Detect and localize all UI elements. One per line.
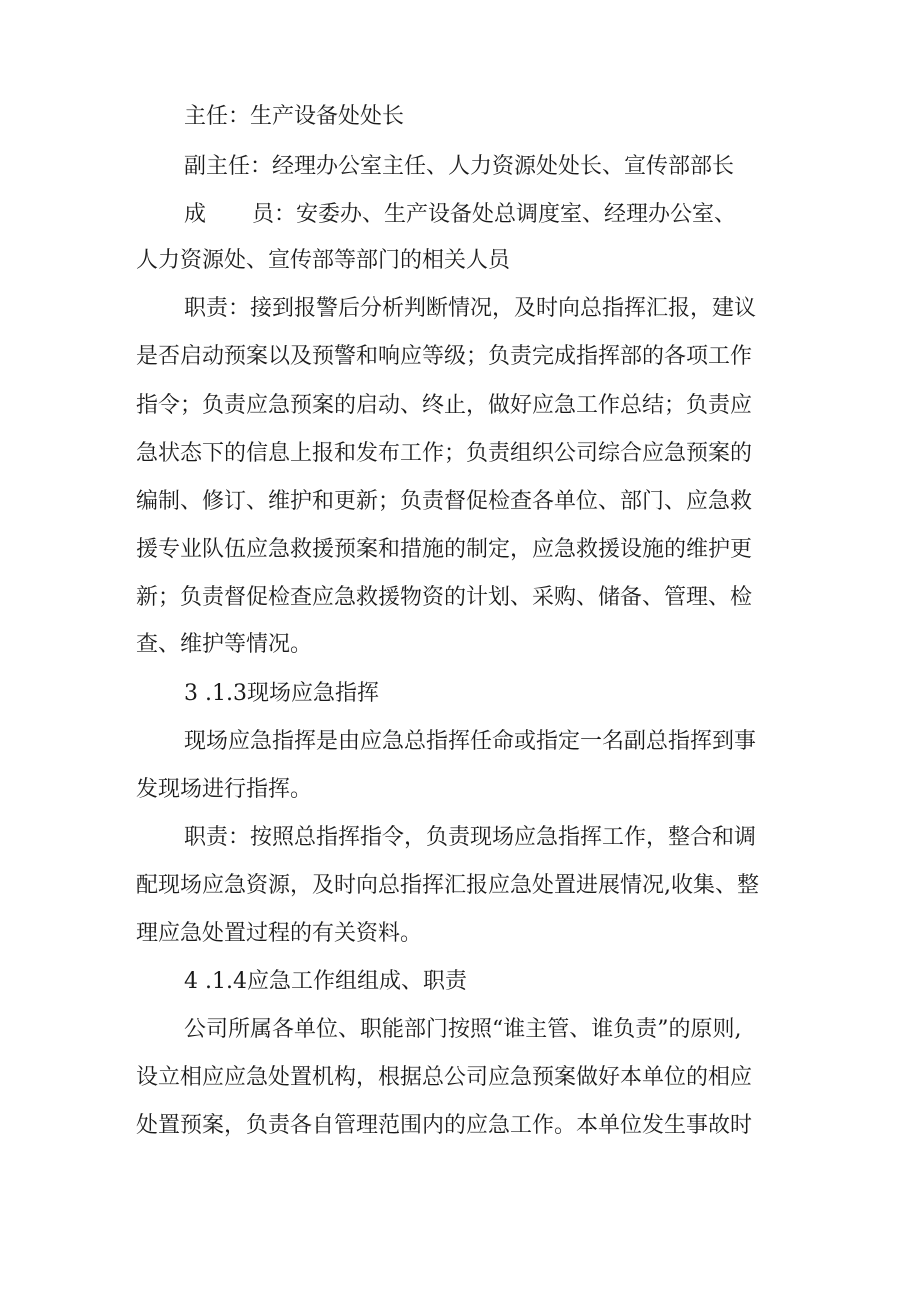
members-label-part2: 员：安委办、生产设备处总调度室、经理办公室、 [252,202,737,227]
deputy-director-line: 副主任：经理办公室主任、人力资源处处长、宣传部部长 [184,154,735,179]
workgroup-line-2: 设立相应应急处置机构，根据总公司应急预案做好本单位的相应 [136,1065,753,1090]
duties-line-7: 新；负责督促检查应急救援物资的计划、采购、储备、管理、检 [136,585,753,610]
paragraph-line: 人力资源处、宣传部等部门的相关人员 [136,248,511,273]
members-label-part1: 成 [184,202,207,227]
onsite-duties-line-2: 配现场应急资源，及时向总指挥汇报应急处置进展情况,收集、整 [136,873,759,898]
section-heading-3-1-3: 3 .1.3现场应急指挥 [184,681,379,706]
duties-line-5: 编制、修订、维护和更新；负责督促检查各单位、部门、应急救 [136,489,753,514]
duties-line-6: 援专业队伍应急救援预案和措施的制定，应急救援设施的维护更 [136,537,753,562]
onsite-duties-line-1: 职责：按照总指挥指令，负责现场应急指挥工作，整合和调 [184,825,757,850]
workgroup-line-3: 处置预案，负责各自管理范围内的应急工作。本单位发生事故时 [136,1113,753,1138]
duties-line-8: 查、维护等情况。 [136,632,313,657]
workgroup-line-1: 公司所属各单位、职能部门按照“谁主管、谁负责”的原则, [184,1017,742,1042]
onsite-command-line-2: 发现场进行指挥。 [136,777,313,802]
onsite-command-line-1: 现场应急指挥是由应急总指挥任命或指定一名副总指挥到事 [184,729,757,754]
duties-line-1: 职责：接到报警后分析判断情况，及时向总指挥汇报，建议 [184,296,757,321]
onsite-duties-line-3: 理应急处置过程的有关资料。 [136,921,423,946]
members-line [184,200,736,230]
duties-line-2: 是否启动预案以及预警和响应等级；负责完成指挥部的各项工作 [136,344,753,369]
section-heading-4-1-4: 4 .1.4应急工作组组成、职责 [184,969,467,994]
director-line: 主任：生产设备处处长 [184,104,405,129]
duties-line-3: 指令；负责应急预案的启动、终止，做好应急工作总结；负责应 [136,393,753,418]
duties-line-4: 急状态下的信息上报和发布工作；负责组织公司综合应急预案的 [136,441,753,466]
